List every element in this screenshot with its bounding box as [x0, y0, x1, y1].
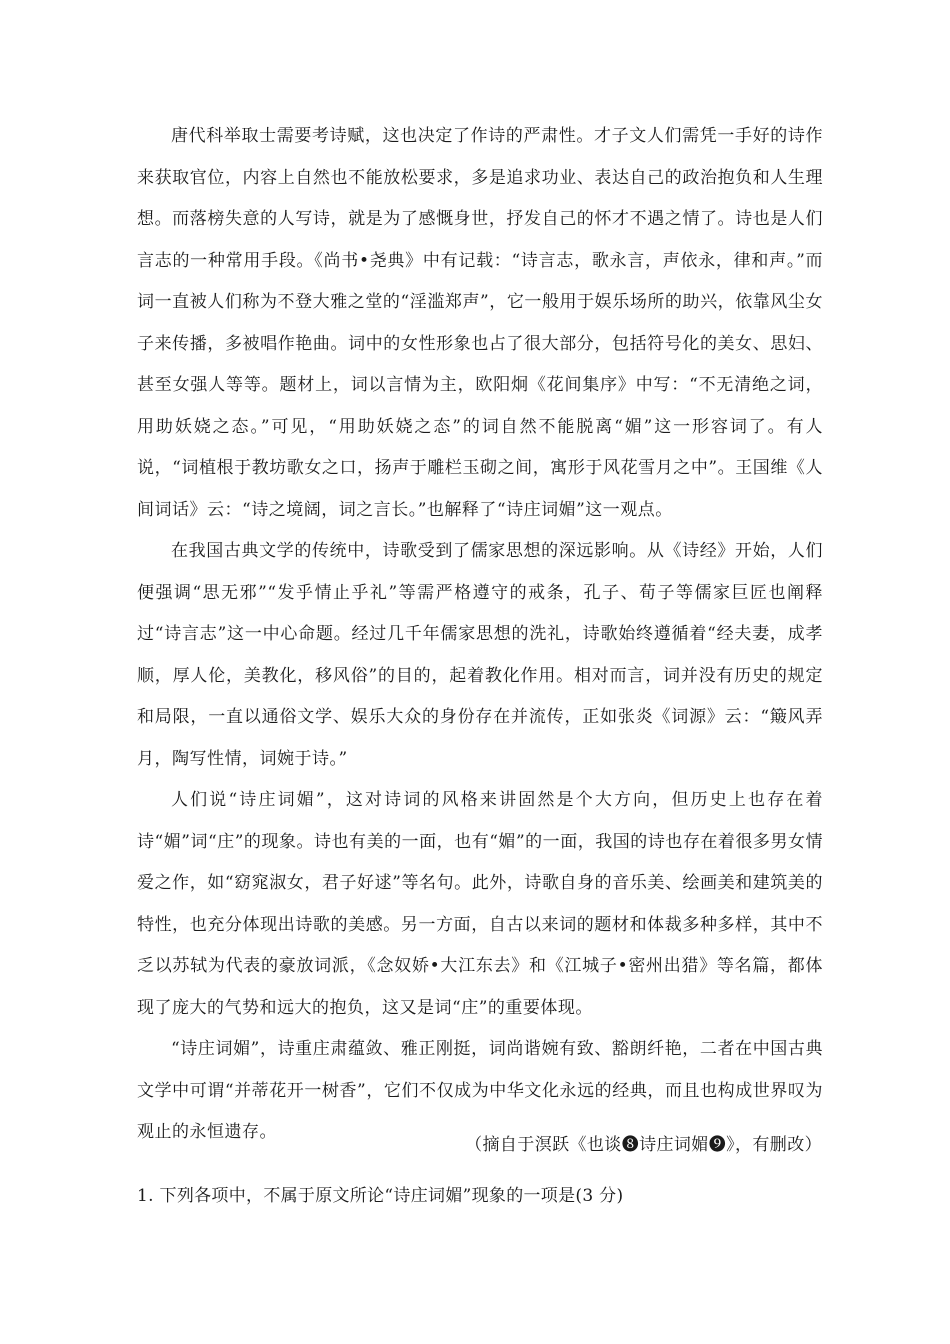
paragraph-2: 在我国古典文学的传统中，诗歌受到了儒家思想的深远影响。从《诗经》开始，人们便强调“思无邪”“发乎情止乎礼”等需严格遵守的戒条，孔子、荀子等儒家巨匠也阐释过“诗言志”这一中心命题。经过几千年儒家思想的洗礼，诗歌始终遵循着“经夫妻，成孝顺，厚人伦，美教化，移风俗”的目的，起着教化作用。相对而言，词并没有历史的规定和局限，一直以通俗文学、娱乐大众的身份存在并流传，正如张炎《词源》云：“簸风弄月，陶写性情，词婉于诗。”: [137, 541, 823, 769]
question-1: 1. 下列各项中，不属于原文所论“诗庄词媚”现象的一项是(3 分): [137, 1186, 624, 1206]
paragraph-3: 人们说“诗庄词媚”，这对诗词的风格来讲固然是个大方向，但历史上也存在着诗“媚”词“庄”的现象。诗也有美的一面，也有“媚”的一面，我国的诗也存在着很多男女情爱之作，如“窈窕淑女，君子好逑”等名句。此外，诗歌自身的音乐美、绘画美和建筑美的特性，也充分体现出诗歌的美感。另一方面，自古以来词的题材和体裁多种多样，其中不乏以苏轼为代表的豪放词派，《念奴娇•大江东去》和《江城子•密州出猎》等名篇，都体现了庞大的气势和远大的抱负，这又是词“庄”的重要体现。: [137, 790, 823, 1018]
article-body: [137, 116, 823, 1154]
paragraph-1: 唐代科举取士需要考诗赋，这也决定了作诗的严肃性。才子文人们需凭一手好的诗作来获取官位，内容上自然也不能放松要求，多是追求功业、表达自己的政治抱负和人生理想。而落榜失意的人写诗，就是为了感慨身世，抒发自己的怀才不遇之情了。诗也是人们言志的一种常用手段。《尚书•尧典》中有记载：“诗言志，歌永言，声依永，律和声。”而词一直被人们称为不登大雅之堂的“淫滥郑声”，它一般用于娱乐场所的助兴，依靠风尘女子来传播，多被唱作艳曲。词中的女性形象也占了很大部分，包括符号化的美女、思妇、甚至女强人等等。题材上，词以言情为主，欧阳炯《花间集序》中写：“不无清绝之词，用助妖娆之态。”可见，“用助妖娆之态”的词自然不能脱离“媚”这一形容词了。有人说，“词植根于教坊歌女之口，扬声于雕栏玉砌之间，寓形于风花雪月之中”。王国维《人间词话》云：“诗之境阔，词之言长。”也解释了“诗庄词媚”这一观点。: [137, 126, 823, 520]
paragraph-4: “诗庄词媚”，诗重庄肃蕴敛、雅正刚挺，词尚谐婉有致、豁朗纤艳，二者在中国古典文学中可谓“并蒂花开一树香”，它们不仅成为中华文化永远的经典，而且也构成世界叹为观止的永恒遗存。: [137, 1039, 823, 1142]
source-citation: （摘自于溟跃《也谈❽诗庄词媚❾》，有删改）: [465, 1135, 822, 1155]
